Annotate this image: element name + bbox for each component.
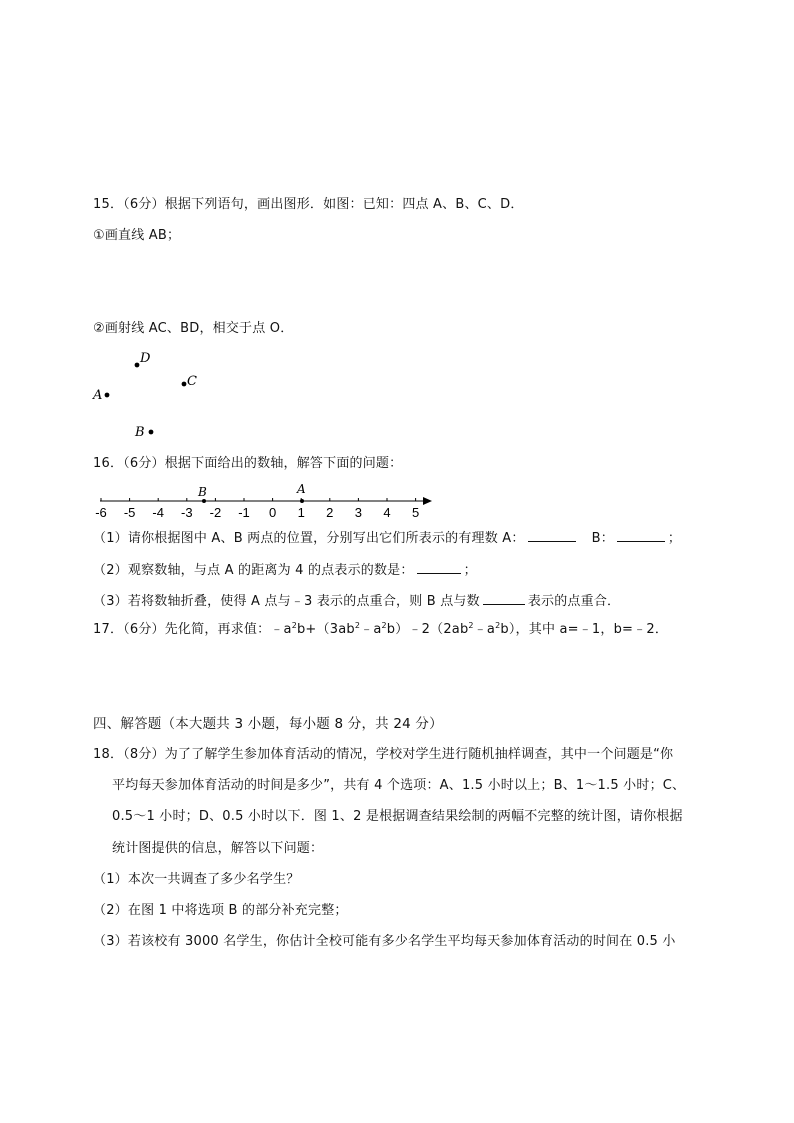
q15-part1: ①画直线 AB； xyxy=(93,228,181,243)
q18-line4: 统计图提供的信息，解答以下问题： xyxy=(112,841,324,856)
point-b xyxy=(149,430,154,435)
q17-exp1: 2 xyxy=(291,621,297,630)
q16-part3-text: （3）若将数轴折叠，使得 A 点与﹣3 表示的点重合，则 B 点与数 xyxy=(93,594,480,609)
q17-exp2: 2 xyxy=(354,621,361,630)
point-c-label: C xyxy=(187,374,197,389)
axis-tick-label: 4 xyxy=(383,505,391,520)
q18-line3: 0.5～1 小时；D、0.5 小时以下．图 1、2 是根据调查结果绘制的两幅不完整的统计图，请你根据 xyxy=(112,809,683,824)
q16-part2-end: ； xyxy=(463,563,477,578)
axis-tick-label: 1 xyxy=(297,505,305,520)
q18-sub1: （1）本次一共调查了多少名学生？ xyxy=(93,872,300,887)
q16-part1 xyxy=(93,528,681,548)
point-d xyxy=(135,363,140,368)
axis-tick-label: -4 xyxy=(152,505,164,520)
q16-part1-end: ； xyxy=(667,531,682,546)
answer-blank-a[interactable] xyxy=(528,528,576,542)
axis-tick-label: 3 xyxy=(354,505,363,520)
section-4-heading: 四、解答题（本大题共 3 小题，每小题 8 分，共 24 分） xyxy=(93,716,443,732)
q16-part2-text: （2）观察数轴，与点 A 的距离为 4 的点表示的数是： xyxy=(93,563,414,578)
axis-tick-label: -3 xyxy=(181,505,193,520)
axis-tick-label: 2 xyxy=(326,505,334,520)
axis-tick-label: 5 xyxy=(411,505,420,520)
q17-seg4: b）﹣2（2ab xyxy=(386,622,469,637)
q17-title xyxy=(93,621,668,639)
point-a xyxy=(105,393,110,398)
q15-title: 15．（6分）根据下列语句，画出图形．如图：已知：四点 A、B、C、D． xyxy=(93,197,524,212)
q17-seg2: b+（3ab xyxy=(296,622,355,637)
q16-title: 16．（6分）根据下面给出的数轴，解答下面的问题： xyxy=(93,456,403,471)
point-a-label: A xyxy=(93,388,103,403)
q18-line1: 18．（8分）为了了解学生参加体育活动的情况，学校对学生进行随机抽样调查，其中一个问题是“你 xyxy=(93,747,674,762)
axis-tick-label: -5 xyxy=(123,505,136,520)
q17-seg1: 17．（6分）先化简，再求值：﹣a xyxy=(93,622,292,637)
q16-part1-text: （1）请你根据图中 A、B 两点的位置，分别写出它们所表示的有理数 A： xyxy=(93,531,525,546)
axis-tick-label: -6 xyxy=(95,505,107,520)
point-d-label: D xyxy=(140,351,151,366)
q18-sub2: （2）在图 1 中将选项 B 的部分补充完整； xyxy=(93,903,348,918)
q16-part3 xyxy=(93,591,620,611)
point-b-marker xyxy=(202,499,206,503)
q17-exp4: 2 xyxy=(468,621,474,630)
q16-part2 xyxy=(93,560,477,580)
q17-exp5: 2 xyxy=(495,621,501,630)
point-b-label: B xyxy=(198,485,207,499)
point-c xyxy=(182,382,187,387)
q18-line2: 平均每天参加体育活动的时间是多少”，共有 4 个选项：A、1.5 小时以上；B、1～1.5 小时；C、 xyxy=(112,778,686,793)
point-a-label: A xyxy=(297,482,306,496)
q16-part1-b: B： xyxy=(591,531,614,546)
q16-part3-end: 表示的点重合． xyxy=(527,594,621,609)
q17-seg3: ﹣a xyxy=(360,622,382,637)
axis-tick-label: -2 xyxy=(209,505,222,520)
axis-tick-label: 0 xyxy=(268,505,277,520)
q17-seg5: ﹣a xyxy=(473,622,496,637)
answer-blank-fold[interactable] xyxy=(483,591,525,605)
q17-seg6: b），其中 a=﹣1，b=﹣2． xyxy=(500,622,669,637)
axis-arrow-icon xyxy=(423,497,432,505)
answer-blank-distance[interactable] xyxy=(417,560,461,574)
point-b-label: B xyxy=(135,425,145,440)
number-line xyxy=(88,480,438,520)
q17-exp3: 2 xyxy=(381,621,387,630)
axis-tick-label: -1 xyxy=(238,505,250,520)
answer-blank-b[interactable] xyxy=(617,528,665,542)
q15-part2: ②画射线 AC、BD，相交于点 O． xyxy=(93,321,294,336)
point-a-marker xyxy=(300,499,304,503)
q18-sub3: （3）若该校有 3000 名学生，你估计全校可能有多少名学生平均每天参加体育活动的时间在 0.5 小 xyxy=(93,934,676,949)
q15-points-figure xyxy=(92,345,202,442)
